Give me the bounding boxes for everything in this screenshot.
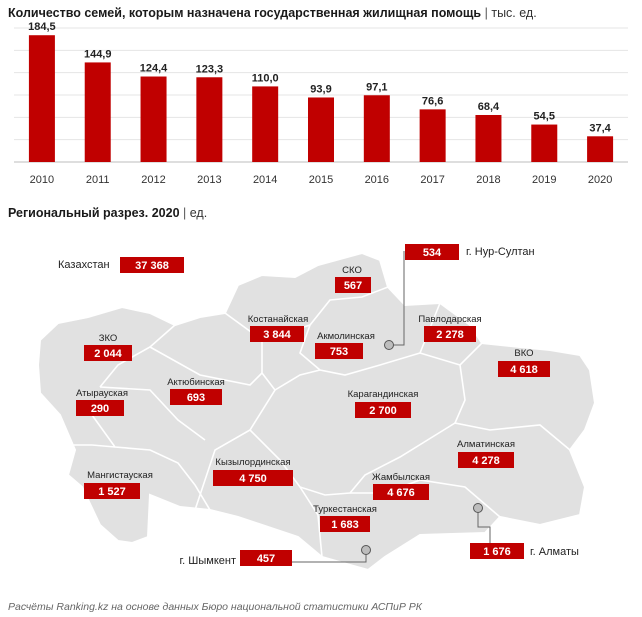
bar [141,77,167,162]
bar [420,109,446,162]
map-title [8,206,207,220]
x-tick-label: 2013 [197,174,222,186]
region-name-label: Костанайская [247,314,309,325]
region-value-label: 290 [90,403,110,415]
bar [85,62,111,162]
region-name-label: г. Алматы [530,546,579,558]
city-marker [362,546,371,555]
region-name-label: Атырауская [76,388,128,399]
x-tick-label: 2016 [364,174,390,186]
bar-value-label: 123,3 [195,63,224,76]
bar [196,77,222,162]
region-value-label: 4 676 [387,487,415,499]
region-name-label: Актюбинская [167,377,225,388]
map-title-main: Региональный разрез. 2020 [8,206,180,220]
region-name-label: ВКО [514,348,534,359]
x-tick-label: 2012 [141,174,166,186]
bar-value-label: 76,6 [421,95,444,108]
x-tick-label: 2020 [587,174,613,186]
x-tick-label: 2015 [308,174,334,186]
x-tick-label: 2017 [420,174,445,186]
region-value-label: 2 278 [436,329,464,341]
region-name-label: Жамбылская [372,472,430,483]
bar-value-label: 68,4 [477,100,500,113]
chart-title-main: Количество семей, которым назначена государственная жилищная помощь [8,6,482,20]
region-value-label: 4 750 [239,473,267,485]
region-value-label: 534 [422,247,442,259]
region-name-label: Туркестанская [313,504,377,515]
region-value-label: 37 368 [135,260,169,272]
city-marker [385,341,394,350]
bar-value-label: 110,0 [251,72,279,85]
bar [475,115,501,162]
region-value-label: 1 676 [483,546,511,558]
bar-value-label: 184,5 [28,21,56,34]
region-value-label: 4 618 [510,364,538,376]
x-tick-label: 2011 [85,174,110,186]
region-value-label: 1 527 [98,486,126,498]
bar [531,125,557,162]
region-name-label: Карагандинская [347,389,419,400]
bar-value-label: 124,4 [139,62,168,75]
bar [364,95,390,162]
x-tick-label: 2014 [252,174,278,186]
region-name-label: Мангистауская [87,470,153,481]
map-title-separator: | [183,206,187,220]
region-name-label: Алматинская [457,439,515,450]
bar-value-label: 144,9 [83,48,112,61]
bar [252,86,278,162]
bar [587,136,613,162]
x-tick-label: 2010 [29,174,55,186]
chart-title-separator: | [484,6,488,20]
map-title-unit: ед. [189,206,208,220]
x-tick-label: 2018 [476,174,501,186]
region-value-label: 2 700 [369,405,397,417]
region-name-label: СКО [342,265,362,276]
region-value-label: 2 044 [94,348,122,360]
region-value-label: 567 [343,280,363,292]
kazakhstan-map [0,225,642,595]
bar-value-label: 97,1 [366,81,388,94]
bar-value-label: 37,4 [589,122,611,135]
region-value-label: 753 [329,346,349,358]
region-value-label: 4 278 [472,455,500,467]
chart-title-unit: тыс. ед. [491,6,537,20]
city-marker [474,504,483,513]
region-name-label: ЗКО [98,333,118,344]
region-name-label: г. Нур-Султан [466,246,535,258]
bar-value-label: 93,9 [310,83,332,96]
bar [29,35,55,162]
bar-chart [0,0,642,200]
region-value-label: 457 [256,553,276,565]
region-name-label: Павлодарская [418,314,482,325]
region-value-label: 1 683 [331,519,359,531]
bar-value-label: 54,5 [533,110,555,123]
region-value-label: 3 844 [263,329,291,341]
x-tick-label: 2019 [532,174,557,186]
source-footer: Расчёты Ranking.kz на основе данных Бюро национальной статистики АСПиР РК [8,601,422,613]
region-name-label: г. Шымкент [179,555,236,567]
region-value-label: 693 [186,392,206,404]
bar [308,97,334,162]
region-name-label: Кызылординская [215,457,291,468]
region-name-label: Акмолинская [317,331,375,342]
region-name-label: Казахстан [58,259,110,271]
